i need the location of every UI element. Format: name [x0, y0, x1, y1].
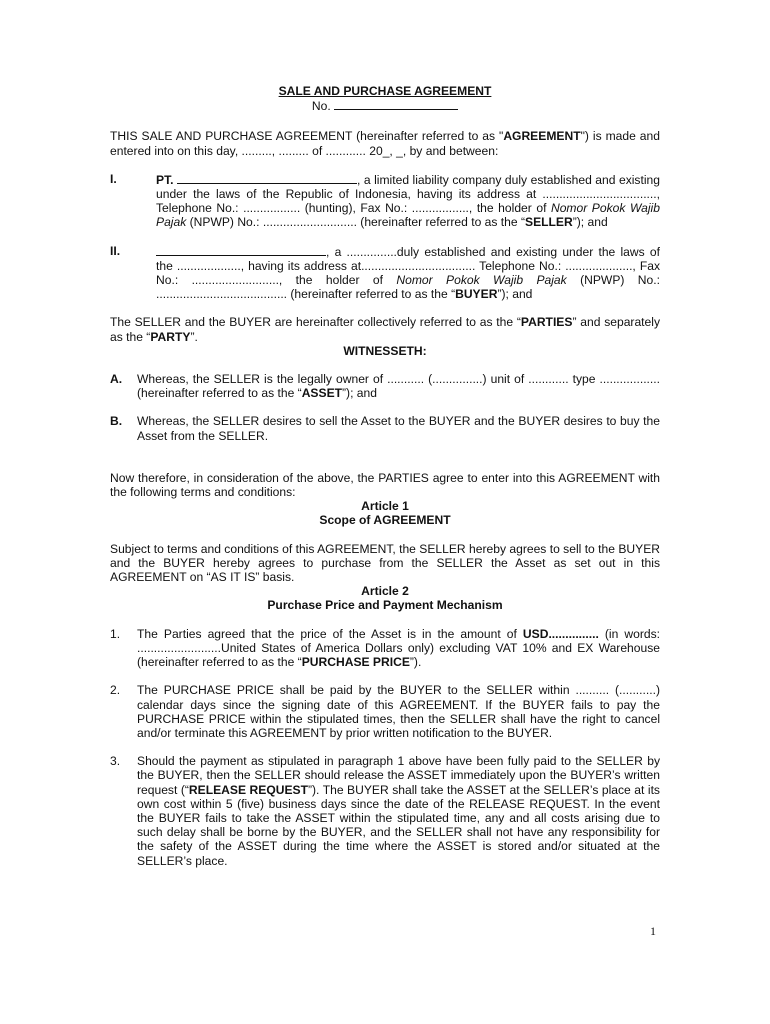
buyer-text-2: (NPWP) No.: ....................................... (hereinafter referred to as the “	[156, 273, 660, 302]
now-therefore-paragraph: Now therefore, in consideration of the above, the PARTIES agree to enter into this AGREEMENT with the following terms and conditions:	[110, 470, 660, 500]
pt-label: PT.	[156, 172, 174, 187]
preamble-text: THIS SALE AND PURCHASE AGREEMENT (hereinafter referred to as "	[110, 129, 504, 144]
item-2-text: The PURCHASE PRICE shall be paid by the BUYER to the SELLER within .......... (...........) calendar days since the signing date of this AGREEMENT. If the BUYER fails to pay the PURCHASE PRICE within the stipulated times, then the SELLER shall have the right to cancel and/or terminate this AGREEMENT by prior written notification to the BUYER.	[137, 683, 660, 740]
seller-text-2: (NPWP) No.: ............................ (hereinafter referred to as the “	[186, 215, 525, 230]
seller-term: SELLER	[525, 215, 573, 230]
item-number: 1.	[110, 626, 121, 641]
buyer-text-3: ”); and	[497, 287, 533, 302]
witnesseth-heading: WITNESSETH:	[343, 343, 427, 358]
document-number	[110, 98, 660, 113]
item-number: 2.	[110, 683, 121, 698]
item-1-text	[137, 627, 660, 670]
recital-a-text-1: Whereas, the SELLER is the legally owner of ........... (...............) unit of ............ type .................. (hereinafter referred to as the “	[137, 372, 660, 401]
purchase-price-term: PURCHASE PRICE	[301, 655, 410, 670]
article-2-title: Purchase Price and Payment Mechanism	[267, 598, 503, 613]
item-1-text-1: The Parties agreed that the price of the Asset is in the amount of	[137, 626, 523, 641]
item-3-text	[137, 754, 660, 868]
party-number: I.	[110, 171, 117, 186]
item-1-text-3: ”).	[409, 655, 422, 670]
document-number-blank	[334, 98, 458, 110]
party-buyer	[110, 244, 660, 302]
preamble-paragraph	[110, 129, 660, 157]
article-1-heading: Article 1	[361, 499, 409, 514]
parties-definition	[110, 315, 660, 343]
party-term: PARTY	[150, 329, 191, 344]
document-page	[110, 84, 660, 868]
asset-term: ASSET	[301, 386, 343, 401]
article-2-item-2	[110, 683, 660, 740]
party-seller	[110, 172, 660, 230]
party-buyer-text	[156, 244, 660, 302]
recital-a-text	[137, 372, 660, 400]
parties-term: PARTIES	[520, 315, 573, 330]
buyer-text-1: , a ...............duly established and existing under the laws of the ..................., having its address at.................................. Telephone No.: ...................., Fax No.: .........................., the holder of	[156, 244, 660, 288]
recital-b	[110, 414, 660, 442]
parties-text-3: ”.	[190, 329, 198, 344]
item-number: 3.	[110, 754, 121, 769]
article-1-title: Scope of AGREEMENT	[319, 513, 451, 528]
recital-a	[110, 372, 660, 400]
preamble-text-2: ") is made and entered into on this day, ........., ......... of ............ 20_, _, by and between:	[110, 129, 660, 158]
buyer-name-blank	[156, 244, 326, 256]
article-1-text: Subject to terms and conditions of this AGREEMENT, the SELLER hereby agrees to sell to the BUYER and the BUYER hereby agrees to purchase from the SELLER the Asset as set out in this AGREEMENT on “AS IT IS” basis.	[110, 541, 660, 585]
item-3-text-2: ”). The BUYER shall take the ASSET at the SELLER’s place at its own cost within 5 (five) business days since the date of the RELEASE REQUEST. In the event the BUYER fails to take the ASSET within the stipulated time, any and all costs arising due to such delay shall be borne by the BUYER, and the SELLER shall not have any responsibility for the safety of the ASSET during the time where the ASSET is stored and/or situated at the SELLER’s place.	[137, 782, 660, 868]
buyer-term: BUYER	[455, 287, 498, 302]
page-number: 1	[650, 924, 656, 938]
npwp-term: Nomor Pokok Wajib Pajak	[396, 273, 567, 288]
item-3-text-1: Should the payment as stipulated in paragraph 1 above have been fully paid to the SELLER by the BUYER, then the SELLER should release the ASSET immediately upon the BUYER’s written request (“	[137, 754, 660, 797]
item-1-text-2: (in words: .........................United States of America Dollars only) excluding VAT 10% and EX Warehouse (hereinafter referred to as the “	[137, 626, 661, 670]
release-request-term: RELEASE REQUEST	[188, 782, 308, 797]
seller-text-1: , a limited liability company duly established and existing under the laws of the Republic of Indonesia, having its address at .................................., Telephone No.: ................. (hunting), Fax No.: ................., the holder of	[156, 172, 660, 216]
document-title: SALE AND PURCHASE AGREEMENT	[278, 84, 492, 98]
article-2-item-1	[110, 627, 660, 670]
article-2-heading: Article 2	[361, 584, 409, 599]
parties-text-1: The SELLER and the BUYER are hereinafter collectively referred to as the “	[110, 315, 521, 330]
document-number-label: No.	[311, 99, 331, 114]
parties-text-2: ” and separately as the “	[110, 315, 660, 344]
party-number: II.	[110, 243, 121, 258]
npwp-term: Nomor Pokok Wajib Pajak	[156, 201, 660, 230]
recital-a-text-2: ”); and	[342, 386, 377, 401]
recital-letter: B.	[110, 414, 123, 429]
seller-name-blank	[177, 172, 357, 184]
seller-text-3: ”); and	[572, 215, 608, 230]
agreement-term: AGREEMENT	[503, 129, 581, 144]
article-2-item-3	[110, 754, 660, 868]
party-seller-text	[156, 172, 660, 230]
recital-letter: A.	[110, 372, 123, 387]
recital-b-text: Whereas, the SELLER desires to sell the Asset to the BUYER and the BUYER desires to buy the Asset from the SELLER.	[137, 414, 660, 443]
usd-amount: USD...............	[522, 626, 599, 641]
